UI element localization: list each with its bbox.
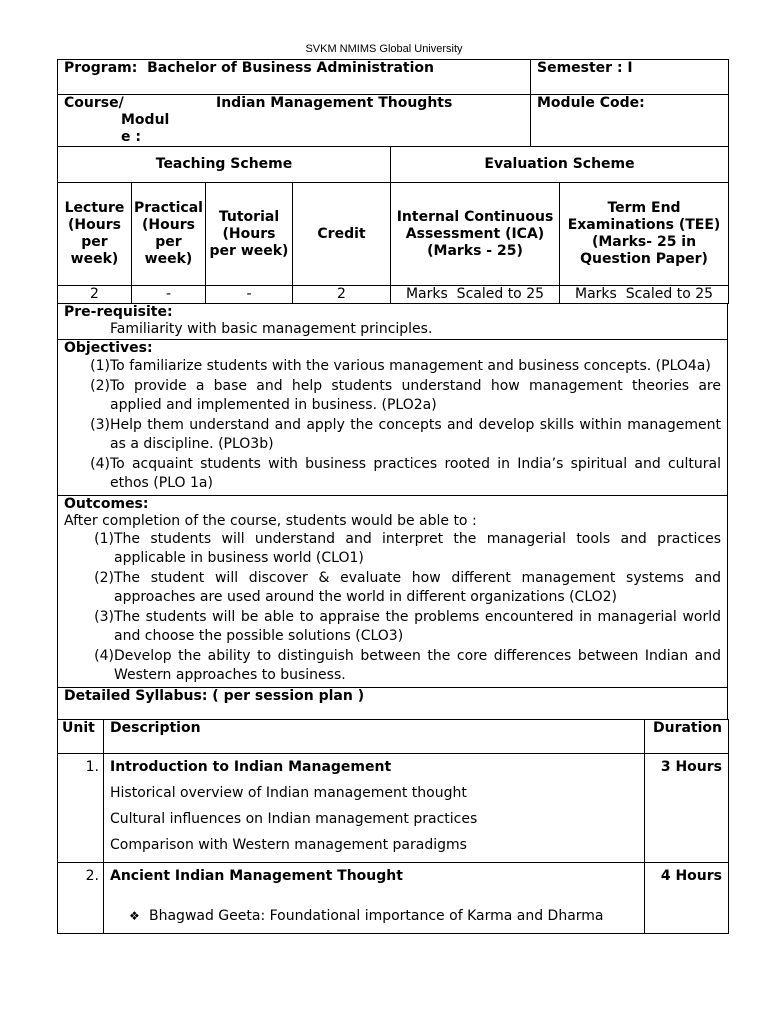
tutorial-value: - xyxy=(206,286,293,304)
outcome-item xyxy=(64,608,721,647)
outcome-item xyxy=(64,647,721,686)
prerequisite-label: Pre-requisite: xyxy=(64,304,173,320)
unit-topic: Historical overview of Indian management thought xyxy=(110,784,467,801)
university-header: SVKM NMIMS Global University xyxy=(305,43,463,55)
outcome-item xyxy=(64,569,721,608)
item-text: Develop the ability to distinguish between the core differences between Indian and Western approaches to business. xyxy=(114,647,721,683)
item-text: The student will discover & evaluate how different management systems and approaches are used around the world in different organizations (CLO2) xyxy=(114,569,721,605)
unit-description xyxy=(104,862,645,933)
unit-duration: 4 Hours xyxy=(645,862,729,933)
scheme-table xyxy=(57,146,729,304)
item-number: (1) xyxy=(94,530,114,547)
syllabus-label: Detailed Syllabus: ( per session plan ) xyxy=(58,687,728,719)
unit-title: Introduction to Indian Management xyxy=(110,758,392,775)
objectives-label: Objectives: xyxy=(64,340,153,356)
course-document xyxy=(57,59,728,934)
unit-title: Ancient Indian Management Thought xyxy=(110,867,403,884)
tutorial-header: Tutorial (Hours per week) xyxy=(206,183,293,286)
unit-number: 1. xyxy=(58,753,104,862)
outcomes-label: Outcomes: xyxy=(64,495,149,512)
description-header: Description xyxy=(104,719,645,753)
practical-value: - xyxy=(132,286,206,304)
tee-header: Term End Examinations (TEE) (Marks- 25 in Question Paper) xyxy=(560,183,729,286)
unit-description xyxy=(104,753,645,862)
program-value: Bachelor of Business Administration xyxy=(147,60,434,76)
item-number: (2) xyxy=(90,377,110,394)
lecture-value: 2 xyxy=(58,286,132,304)
semester-cell: Semester : I xyxy=(531,60,729,95)
practical-header: Practical (Hours per week) xyxy=(132,183,206,286)
item-text: Help them understand and apply the concepts and develop skills within management as a discipline. (PLO3b) xyxy=(110,416,721,452)
syllabus-body xyxy=(58,753,729,933)
duration-header: Duration xyxy=(645,719,729,753)
item-number: (3) xyxy=(90,416,110,433)
outcome-item xyxy=(64,530,721,569)
unit-bullet xyxy=(110,903,638,929)
outcomes-intro: After completion of the course, students would be able to : xyxy=(64,512,477,529)
unit-number: 2. xyxy=(58,862,104,933)
course-label: Course/ Modul e : xyxy=(64,95,170,145)
objectives-list xyxy=(64,357,721,494)
objective-item xyxy=(64,377,721,416)
item-number: (1) xyxy=(90,358,110,374)
tee-value: Marks Scaled to 25 xyxy=(560,286,729,304)
syllabus-unit-row xyxy=(58,753,729,862)
item-text: To provide a base and help students understand how management theories are applied and implemented in business. (PLO2a) xyxy=(110,377,721,413)
prerequisite-text: Familiarity with basic management principles. xyxy=(110,321,433,337)
item-number: (2) xyxy=(94,569,114,586)
course-cell xyxy=(58,95,531,147)
objective-item xyxy=(64,357,721,377)
item-text: To acquaint students with business practices rooted in India’s spiritual and cultural ethos (PLO 1a) xyxy=(110,455,721,491)
syllabus-unit-row xyxy=(58,862,729,933)
program-cell xyxy=(58,60,531,95)
item-number: (4) xyxy=(94,647,114,664)
unit-topic: Cultural influences on Indian management practices xyxy=(110,810,478,827)
item-number: (4) xyxy=(90,455,110,472)
content-table xyxy=(57,303,728,720)
credit-header: Credit xyxy=(293,183,391,286)
item-number: (3) xyxy=(94,608,114,625)
item-text: The students will understand and interpret the managerial tools and practices applicable in business world (CLO1) xyxy=(114,530,721,566)
unit-topic: Comparison with Western management paradigms xyxy=(110,836,467,853)
prerequisite-section xyxy=(58,304,728,340)
item-text: The students will be able to appraise the problems encountered in managerial world and choose the possible solutions (CLO3) xyxy=(114,608,721,644)
syllabus-table xyxy=(57,719,729,934)
unit-bullet-text: Bhagwad Geeta: Foundational importance of Karma and Dharma xyxy=(149,907,604,924)
program-label: Program: xyxy=(64,60,138,76)
lecture-header: Lecture (Hours per week) xyxy=(58,183,132,286)
ica-value: Marks Scaled to 25 xyxy=(391,286,560,304)
teaching-scheme-header: Teaching Scheme xyxy=(58,147,391,183)
outcomes-list xyxy=(64,530,721,686)
outcomes-section xyxy=(58,495,728,687)
objectives-section xyxy=(58,340,728,496)
course-title: Indian Management Thoughts xyxy=(216,95,453,111)
objective-item xyxy=(64,455,721,494)
objective-item xyxy=(64,416,721,455)
item-text: To familiarize students with the various management and business concepts. (PLO4a) xyxy=(110,358,711,374)
unit-header: Unit xyxy=(58,719,104,753)
module-code-cell: Module Code: xyxy=(531,95,729,147)
course-info-table xyxy=(57,59,729,147)
evaluation-scheme-header: Evaluation Scheme xyxy=(391,147,729,183)
diamond-bullet-icon: ❖ xyxy=(129,908,140,923)
ica-header: Internal Continuous Assessment (ICA) (Marks - 25) xyxy=(391,183,560,286)
unit-duration: 3 Hours xyxy=(645,753,729,862)
credit-value: 2 xyxy=(293,286,391,304)
